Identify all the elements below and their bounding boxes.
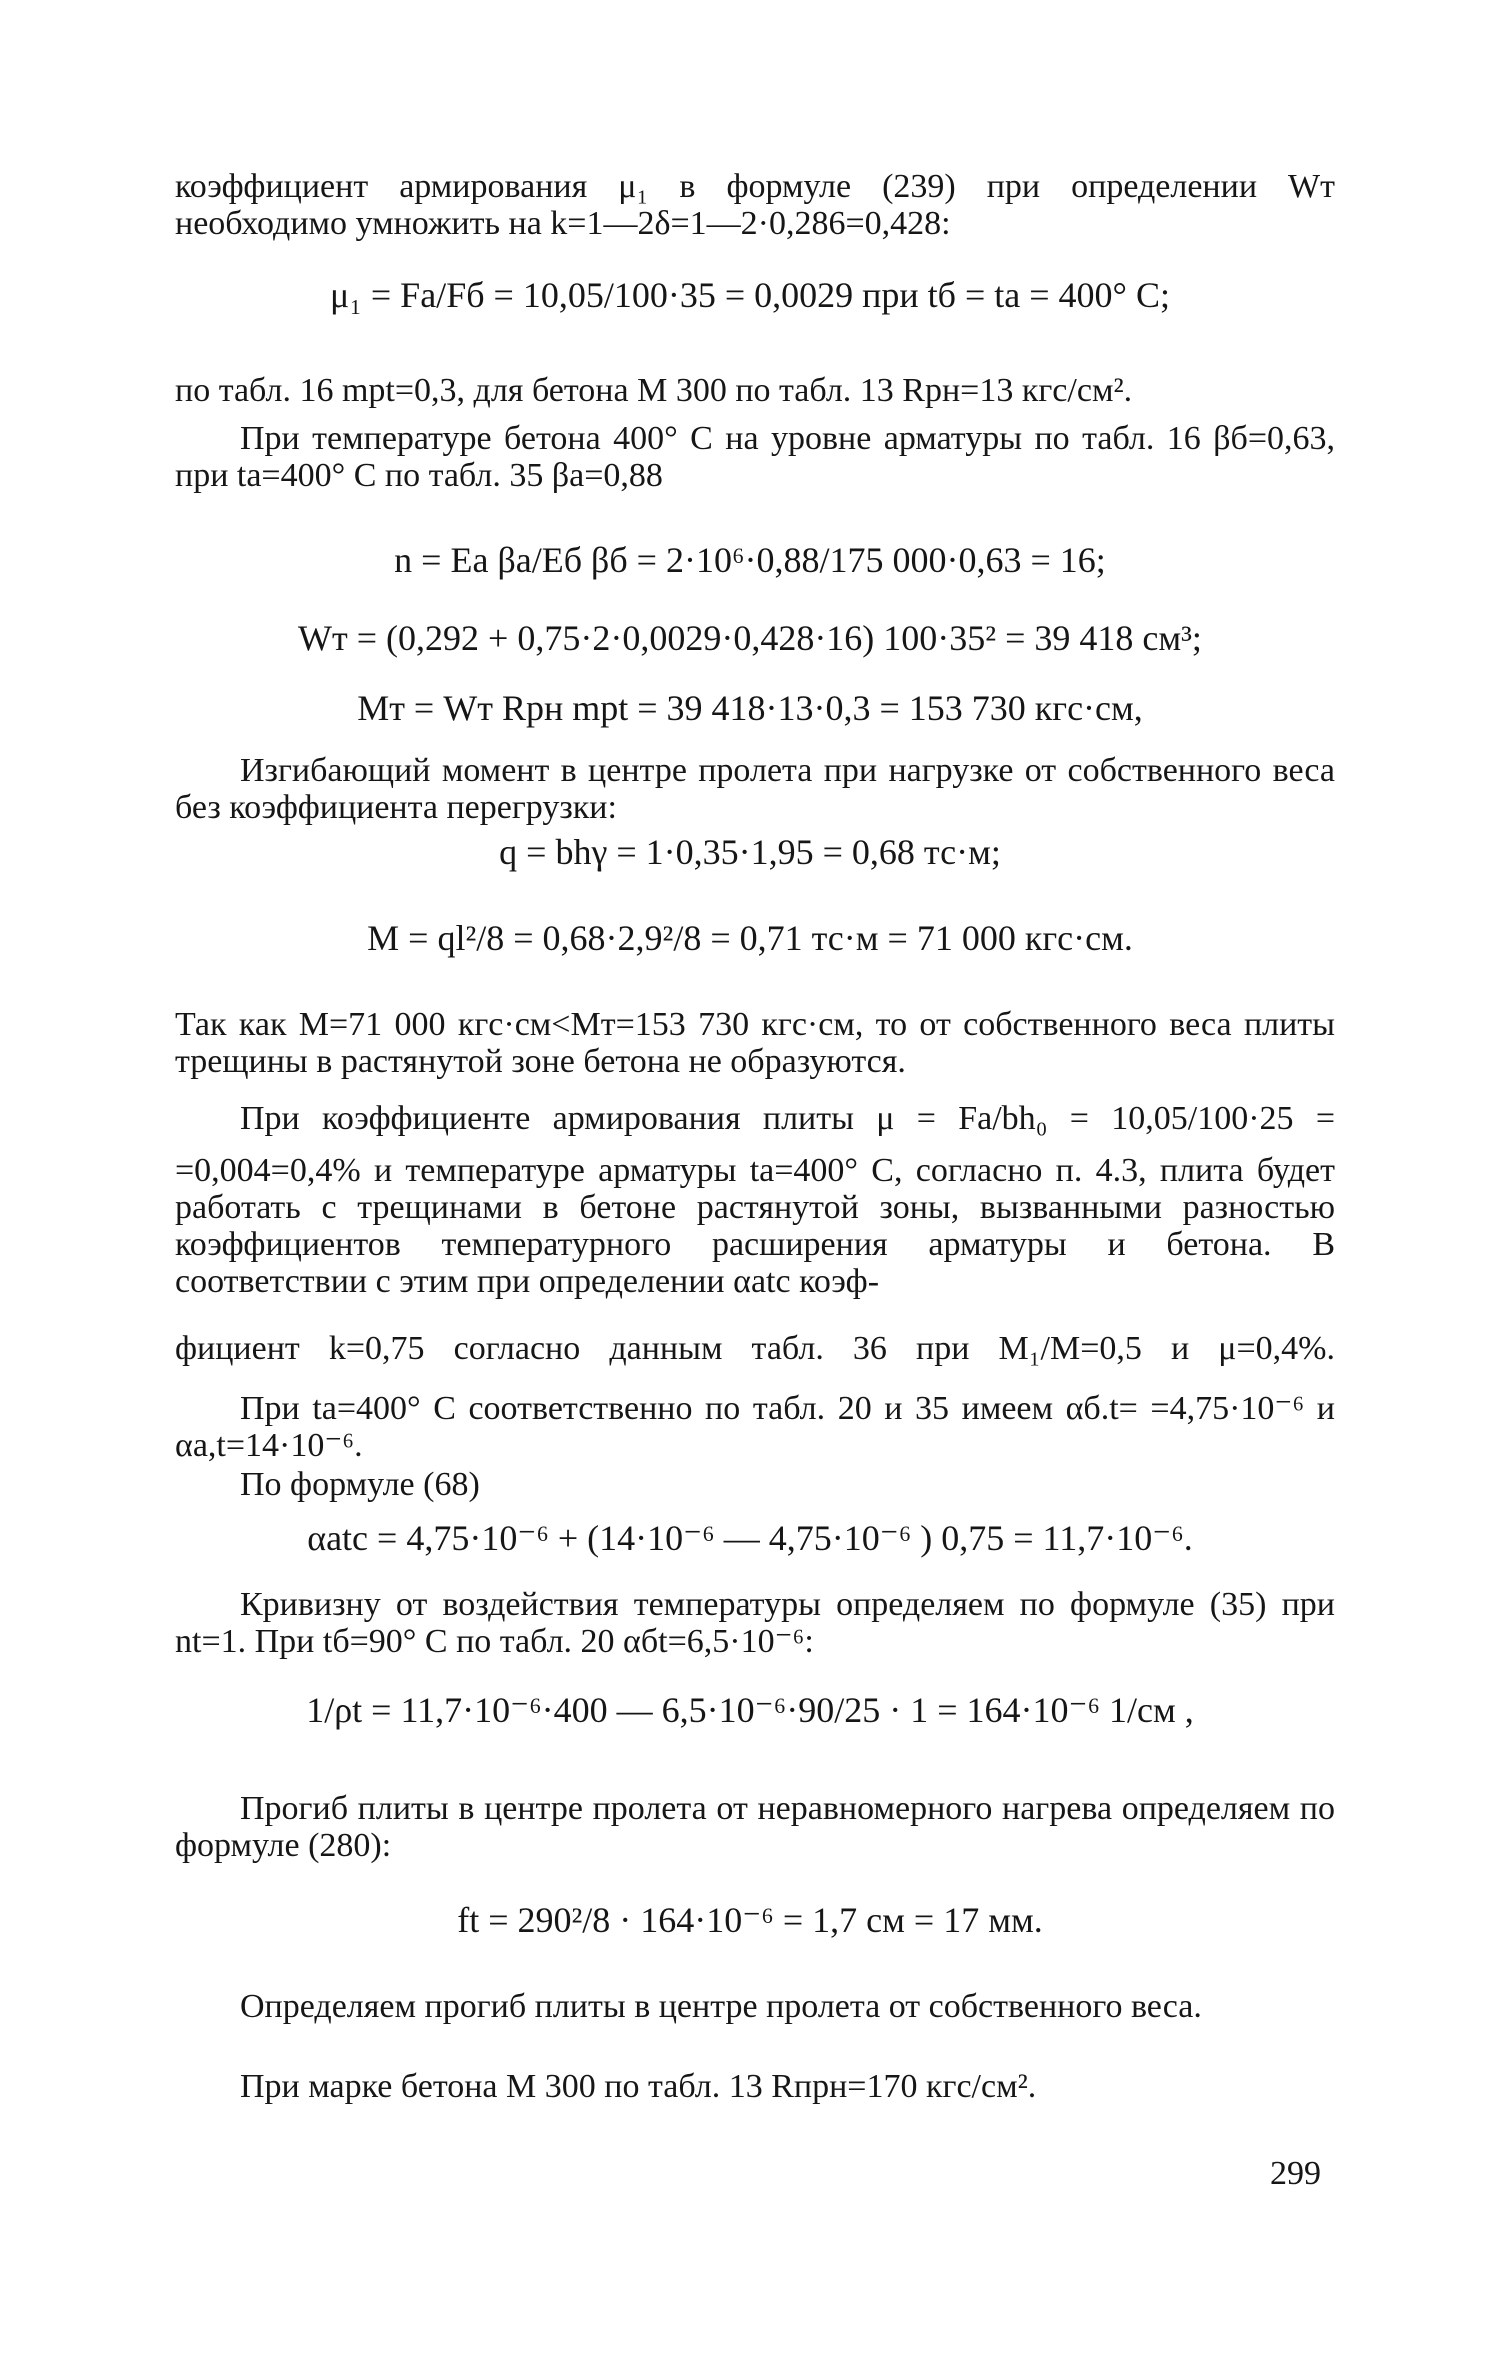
paragraph-no-cracks: Так как М=71 000 кгс·см<Мт=153 730 кгс·см, то от собственного веса плиты трещины в растянутой зоне бетона не образуются. xyxy=(175,1006,1335,1080)
equation-alpha-atc: αatc = 4,75·10⁻⁶ + (14·10⁻⁶ — 4,75·10⁻⁶ ) 0,75 = 11,7·10⁻⁶. xyxy=(307,1518,1193,1558)
paragraph-curvature: Кривизну от воздействия температуры определяем по формуле (35) при nt=1. При tб=90° С по табл. 20 αбt=6,5·10⁻⁶: xyxy=(175,1586,1335,1660)
equation-wt: Wт = (0,292 + 0,75·2·0,0029·0,428·16) 100·35² = 39 418 см³; xyxy=(298,618,1202,658)
page-number: 299 xyxy=(1270,2155,1321,2192)
paragraph-own-weight-deflection: Определяем прогиб плиты в центре пролета от собственного веса. xyxy=(240,1988,1202,2025)
equation-m: M = ql²/8 = 0,68·2,9²/8 = 0,71 тс·м = 71 000 кгс·см. xyxy=(367,918,1133,958)
equation-ft: ft = 290²/8 · 164·10⁻⁶ = 1,7 см = 17 мм. xyxy=(457,1900,1043,1940)
paragraph-coefficient-k: фициент k=0,75 согласно данным табл. 36 при M₁/M=0,5 и μ=0,4%. xyxy=(175,1330,1335,1367)
paragraph-concrete-temperature: При температуре бетона 400° С на уровне арматуры по табл. 16 βб=0,63, при tа=400° С по табл. 35 βа=0,88 xyxy=(175,420,1335,494)
paragraph-reinforcement-ratio: При коэффициенте армирования плиты μ = Fа/bh₀ = 10,05/100·25 = xyxy=(240,1100,1335,1137)
paragraph-reinforcement-coefficient: коэффициент армирования μ₁ в формуле (239) при определении Wт необходимо умножить на k=1—2δ=1—2·0,286=0,428: xyxy=(175,168,1335,242)
paragraph-deflection-heating: Прогиб плиты в центре пролета от неравномерного нагрева определяем по формуле (280): xyxy=(175,1790,1335,1864)
paragraph-bending-moment: Изгибающий момент в центре пролета при нагрузке от собственного веса без коэффициента перегрузки: xyxy=(175,752,1335,826)
paragraph-thermal-coefficients: При tа=400° С соответственно по табл. 20 и 35 имеем αб.t= =4,75·10⁻⁶ и αа,t=14·10⁻⁶. xyxy=(175,1390,1335,1464)
paragraph-table16: по табл. 16 mрt=0,3, для бетона М 300 по табл. 13 Rрн=13 кгс/см². xyxy=(175,372,1133,409)
paragraph-formula-68: По формуле (68) xyxy=(240,1466,480,1503)
paragraph-cracks-description: =0,004=0,4% и температуре арматуры tа=400° С, согласно п. 4.3, плита будет работать с трещинами в бетоне растянутой зоны, вызванными разностью коэффициентов температурного расширения арматуры и бетона. В соответствии с этим при определении αatc коэф- xyxy=(175,1152,1335,1300)
equation-curvature: 1/ρt = 11,7·10⁻⁶·400 — 6,5·10⁻⁶·90/25 · 1 = 164·10⁻⁶ 1/см , xyxy=(306,1690,1194,1730)
equation-mu1: μ₁ = Fа/Fб = 10,05/100·35 = 0,0029 при tб = tа = 400° С; xyxy=(330,275,1170,315)
paragraph-concrete-grade: При марке бетона М 300 по табл. 13 Rпрн=170 кгс/см². xyxy=(240,2068,1037,2105)
equation-q: q = bhγ = 1·0,35·1,95 = 0,68 тс·м; xyxy=(499,832,1001,872)
equation-mt: Mт = Wт Rрн mрt = 39 418·13·0,3 = 153 730 кгс·см, xyxy=(357,688,1143,728)
equation-n: n = Eа βа/Eб βб = 2·10⁶·0,88/175 000·0,63 = 16; xyxy=(394,540,1106,580)
